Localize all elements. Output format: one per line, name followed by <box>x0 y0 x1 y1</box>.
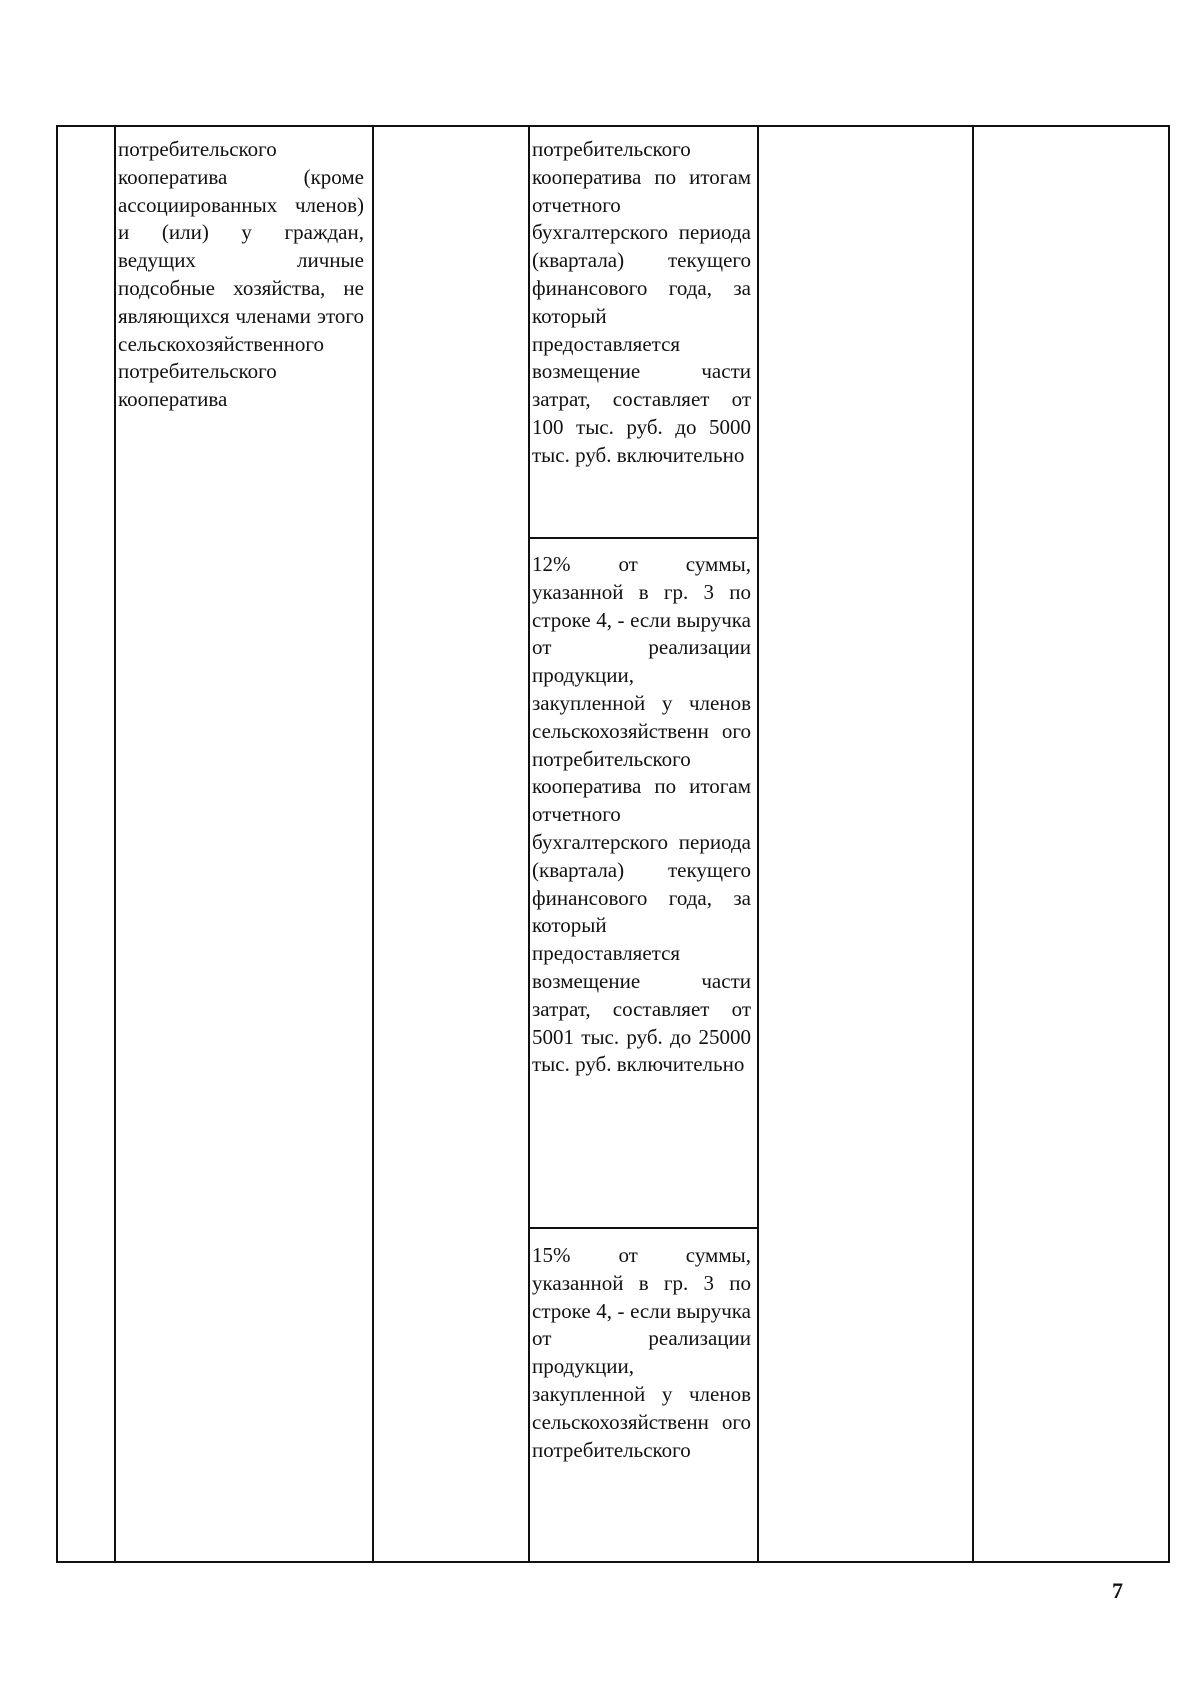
table-left-border <box>56 125 58 1563</box>
table-bottom-border <box>56 1561 1170 1563</box>
table-cell-col4-row1: потребительского кооператива по итогам отчетного бухгалтерского периода (квартала) текущего финансового года, за который предоставляется возмещение части затрат, составляет от 100 тыс. руб. до 5000 тыс. руб. включительно <box>532 137 751 467</box>
column-divider-3 <box>528 125 530 1563</box>
table-top-border <box>56 125 1170 127</box>
column-divider-4 <box>757 125 759 1563</box>
column-divider-2 <box>372 125 374 1563</box>
table-right-border <box>1168 125 1170 1563</box>
page-number: 7 <box>1112 1578 1123 1603</box>
column-divider-1 <box>114 125 116 1563</box>
cell-divider-2 <box>528 1227 759 1229</box>
table-cell-col4-row2: 12% от суммы, указанной в гр. 3 по строке 4, - если выручка от реализации продукции, закупленной у членов сельскохозяйственн ого потребительского кооператива по итогам отчетного бухгалтерского периода (квартала) текущего финансового года, за который предоставляется возмещение части затрат, составляет от 5001 тыс. руб. до 25000 тыс. руб. включительно <box>532 552 751 1077</box>
column-divider-5 <box>972 125 974 1563</box>
cell-divider-1 <box>528 537 759 539</box>
table-cell-col4-row3: 15% от суммы, указанной в гр. 3 по строке 4, - если выручка от реализации продукции, закупленной у членов сельскохозяйственн ого потребительского <box>532 1243 751 1462</box>
table-cell-col2: потребительского кооператива (кроме ассоциированных членов) и (или) у граждан, ведущих личные подсобные хозяйства, не являющихся членами этого сельскохозяйственного потребительского кооператива <box>118 137 364 412</box>
